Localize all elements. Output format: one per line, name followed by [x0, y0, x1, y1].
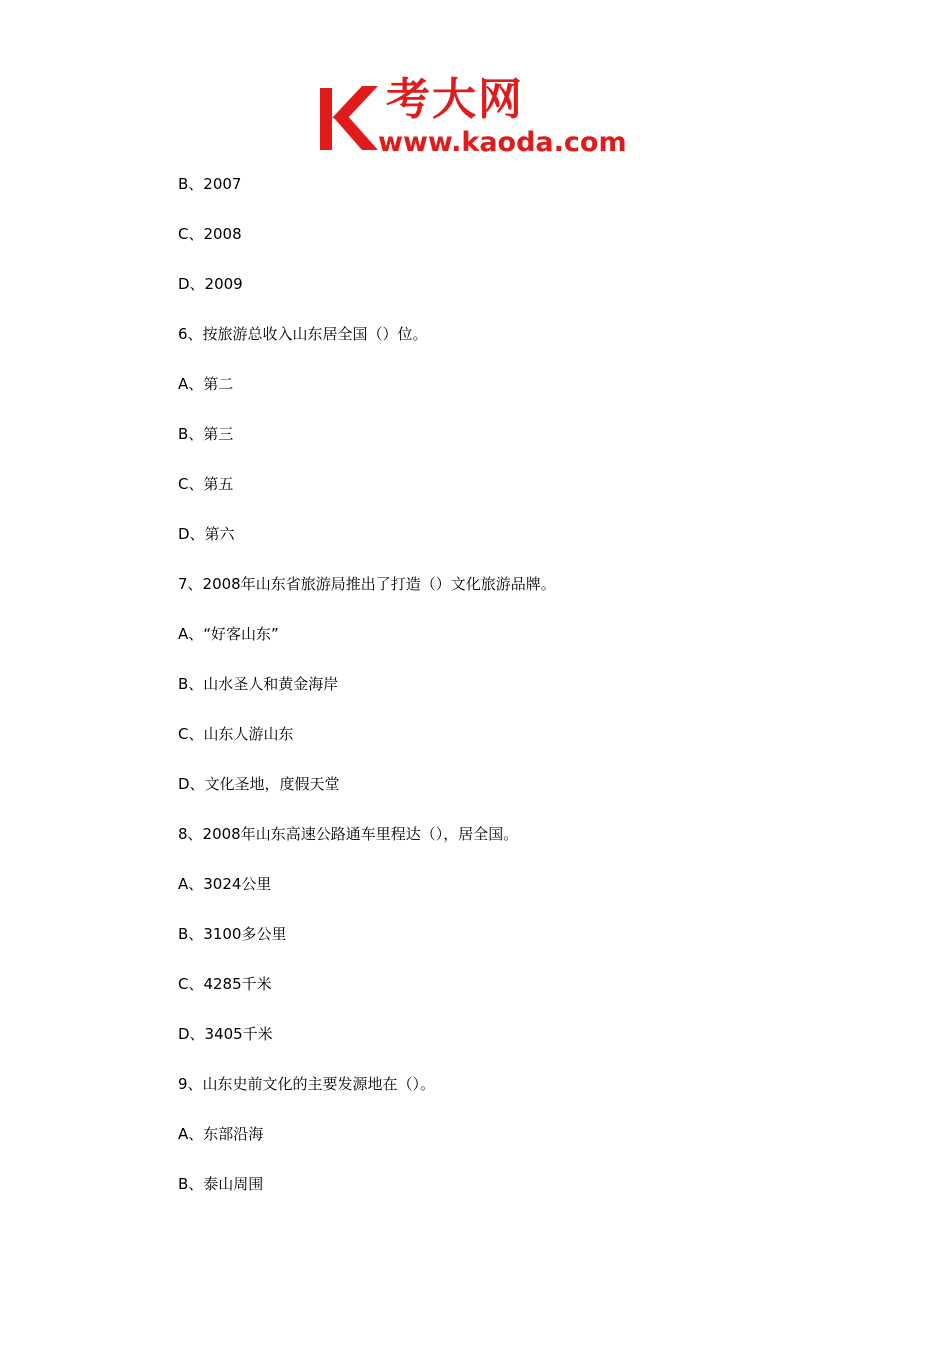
question-8-option-a: A、3024公里	[178, 875, 272, 893]
question-6-option-c: C、第五	[178, 475, 234, 493]
question-8-option-d: D、3405千米	[178, 1025, 273, 1043]
option-b-2007: B、2007	[178, 175, 242, 193]
logo-chinese-text: 考大网	[386, 74, 524, 125]
question-8: 8、2008年山东高速公路通车里程达（），居全国。	[178, 825, 519, 843]
question-7-option-c: C、山东人游山东	[178, 725, 294, 743]
question-7-option-d: D、文化圣地，度假天堂	[178, 775, 340, 793]
option-c-2008: C、2008	[178, 225, 242, 243]
option-d-2009: D、2009	[178, 275, 243, 293]
question-6-option-d: D、第六	[178, 525, 235, 543]
kaoda-logo	[318, 76, 638, 160]
question-list	[178, 174, 878, 1224]
k-logo-icon	[318, 84, 380, 150]
question-7-option-b: B、山水圣人和黄金海岸	[178, 675, 339, 693]
question-9-option-b: B、泰山周围	[178, 1175, 264, 1193]
question-6-option-b: B、第三	[178, 425, 234, 443]
question-7-option-a: A、“好客山东”	[178, 625, 279, 643]
question-8-option-b: B、3100多公里	[178, 925, 287, 943]
question-9: 9、山东史前文化的主要发源地在（）。	[178, 1075, 436, 1093]
logo-url-text: www.kaoda.com	[378, 127, 627, 158]
question-7: 7、2008年山东省旅游局推出了打造（）文化旅游品牌。	[178, 575, 556, 593]
question-8-option-c: C、4285千米	[178, 975, 272, 993]
question-9-option-a: A、东部沿海	[178, 1125, 264, 1143]
question-6-option-a: A、第二	[178, 375, 234, 393]
question-6: 6、按旅游总收入山东居全国（）位。	[178, 325, 428, 343]
